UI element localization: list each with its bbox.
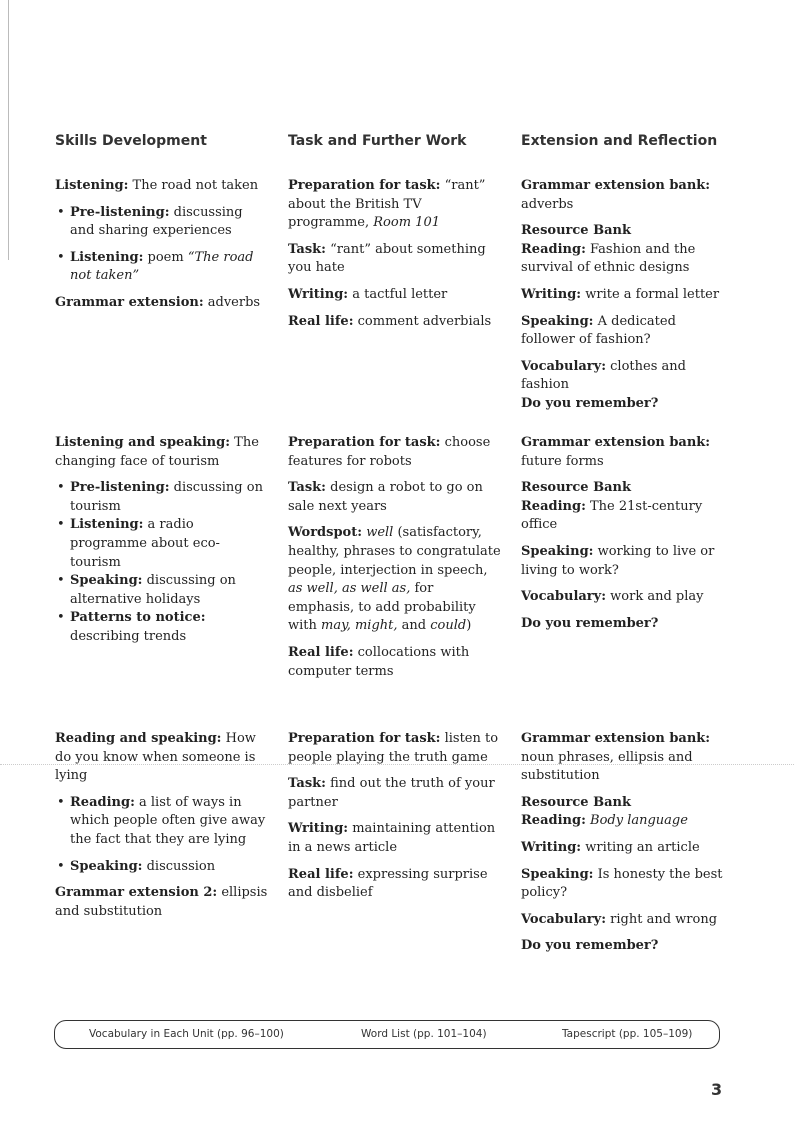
label: Resource Bank <box>521 223 631 239</box>
text: well <box>366 525 394 541</box>
label: Reading: <box>521 813 586 829</box>
text: A dedicated follower of fashion? <box>521 313 676 348</box>
list-item <box>55 204 270 241</box>
footer-nav <box>54 1020 720 1049</box>
label: Task: <box>288 480 326 496</box>
text: as well, as well as, <box>288 581 411 597</box>
label: Vocabulary: <box>521 589 607 605</box>
text: clothes and fashion <box>521 358 686 393</box>
label: Wordspot: <box>288 525 363 541</box>
label: Reading: <box>521 241 586 257</box>
text: design a robot to go on sale next years <box>288 480 483 514</box>
row3-task <box>288 730 503 911</box>
label: Speaking: <box>70 573 143 589</box>
text: Is honesty the best policy? <box>521 866 723 901</box>
text: a tactful letter <box>348 286 448 302</box>
text: How do you know when someone is lying <box>55 731 256 784</box>
label: Pre-listening: <box>70 480 170 496</box>
row2-extension <box>521 434 726 641</box>
bullet-list <box>55 479 270 646</box>
label: Speaking: <box>70 858 143 874</box>
label: Speaking: <box>521 313 594 329</box>
text: expressing surprise and disbelief <box>288 866 488 901</box>
text: write a formal letter <box>581 286 720 302</box>
label: Task: <box>288 241 326 257</box>
row2-task <box>288 434 503 689</box>
text: The 21st-century office <box>521 498 703 533</box>
text: collocations with computer terms <box>288 644 470 679</box>
text: ) <box>466 618 472 634</box>
list-item <box>55 516 270 572</box>
text: writing an article <box>581 839 700 855</box>
text: could <box>430 618 467 634</box>
text: “rant” about the British TV programme, <box>288 178 486 231</box>
text: a radio programme about eco-tourism <box>70 517 220 570</box>
label: Vocabulary: <box>521 358 607 374</box>
label: Preparation for task: <box>288 731 441 746</box>
header-task-further-work: Task and Further Work <box>288 133 467 149</box>
bullet-list <box>55 204 270 286</box>
label: Listening: <box>70 249 144 265</box>
text: discussing and sharing experiences <box>70 204 243 239</box>
row3-skills <box>55 730 270 929</box>
text: poem <box>143 249 188 265</box>
text: noun phrases, ellipsis and substitution <box>521 749 693 784</box>
text: maintaining attention in a news article <box>288 821 496 855</box>
label: Grammar extension bank: <box>521 731 711 746</box>
label: Vocabulary: <box>521 911 607 927</box>
text: ellipsis and substitution <box>55 885 268 919</box>
label: Reading and speaking: <box>55 731 222 746</box>
do-you-remember: Do you remember? <box>521 395 659 411</box>
text: a list of ways in which people often give away the fact that they are lying <box>70 794 266 847</box>
dotted-divider <box>0 764 794 765</box>
label: Writing: <box>521 286 582 302</box>
list-item <box>55 572 270 609</box>
label: Task: <box>288 776 326 792</box>
do-you-remember: Do you remember? <box>521 938 659 954</box>
label: Real life: <box>288 866 354 882</box>
text: choose features for robots <box>288 435 491 469</box>
text: Fashion and the survival of ethnic designs <box>521 241 696 276</box>
text: “The road not taken” <box>70 249 254 284</box>
row2-skills <box>55 434 270 655</box>
page-number: 3 <box>711 1080 723 1099</box>
label: Writing: <box>521 839 582 855</box>
row1-skills <box>55 177 270 321</box>
label: Patterns to notice: <box>70 610 206 626</box>
text: discussing on alternative holidays <box>70 573 236 607</box>
list-item <box>55 249 270 286</box>
list-item <box>55 479 270 516</box>
header-extension-reflection: Extension and Reflection <box>521 133 718 149</box>
text: working to live or living to work? <box>521 543 715 578</box>
label: Speaking: <box>521 866 594 882</box>
text: adverbs <box>521 196 574 212</box>
text: describing trends <box>70 628 187 644</box>
margin-line <box>8 0 9 260</box>
text: right and wrong <box>606 911 718 927</box>
row1-extension <box>521 177 726 422</box>
text: future forms <box>521 453 604 469</box>
label: Speaking: <box>521 543 594 559</box>
text: listen to people playing the truth game <box>288 731 499 765</box>
label: Listening: <box>55 178 129 193</box>
row1-task <box>288 177 503 339</box>
text: adverbs <box>203 294 261 310</box>
label: Real life: <box>288 644 354 660</box>
text: Body language <box>590 813 688 829</box>
footer-tapescript-link[interactable]: Tapescript (pp. 105–109) <box>562 1028 693 1040</box>
text: discussing on tourism <box>70 480 263 514</box>
label: Grammar extension 2: <box>55 885 218 901</box>
text: find out the truth of your partner <box>288 776 495 810</box>
label: Preparation for task: <box>288 435 441 450</box>
list-item <box>55 609 270 646</box>
label: Grammar extension bank: <box>521 435 711 450</box>
text: (satisfactory, healthy, phrases to congratulate people, interjection in speech, <box>288 525 501 578</box>
label: Listening: <box>70 517 144 533</box>
text: The changing face of tourism <box>55 435 259 469</box>
label: Reading: <box>70 794 135 810</box>
text: Room 101 <box>373 215 440 231</box>
text: discussion <box>142 858 216 874</box>
text: may, might, <box>321 618 398 634</box>
footer-wordlist-link[interactable]: Word List (pp. 101–104) <box>361 1028 487 1040</box>
label: Writing: <box>288 286 349 302</box>
text: for emphasis, to add probability with <box>288 581 476 634</box>
text: work and play <box>606 589 704 605</box>
label: Pre-listening: <box>70 204 170 220</box>
label: Real life: <box>288 313 354 329</box>
header-skills-development: Skills Development <box>55 133 207 149</box>
label: Writing: <box>288 821 349 837</box>
label: Listening and speaking: <box>55 435 231 450</box>
list-item <box>55 794 270 850</box>
do-you-remember: Do you remember? <box>521 615 659 631</box>
label: Grammar extension: <box>55 294 204 310</box>
text: The road not taken <box>128 178 259 193</box>
text: comment adverbials <box>353 313 492 329</box>
footer-vocabulary-link[interactable]: Vocabulary in Each Unit (pp. 96–100) <box>89 1028 284 1040</box>
label: Grammar extension bank: <box>521 178 711 193</box>
text: and <box>397 618 431 634</box>
label: Preparation for task: <box>288 178 441 193</box>
label: Resource Bank <box>521 794 631 810</box>
text: “rant” about something you hate <box>288 241 486 276</box>
row3-extension <box>521 730 726 964</box>
list-item <box>55 858 270 877</box>
bullet-list <box>55 794 270 876</box>
label: Resource Bank <box>521 480 631 496</box>
label: Reading: <box>521 498 586 514</box>
